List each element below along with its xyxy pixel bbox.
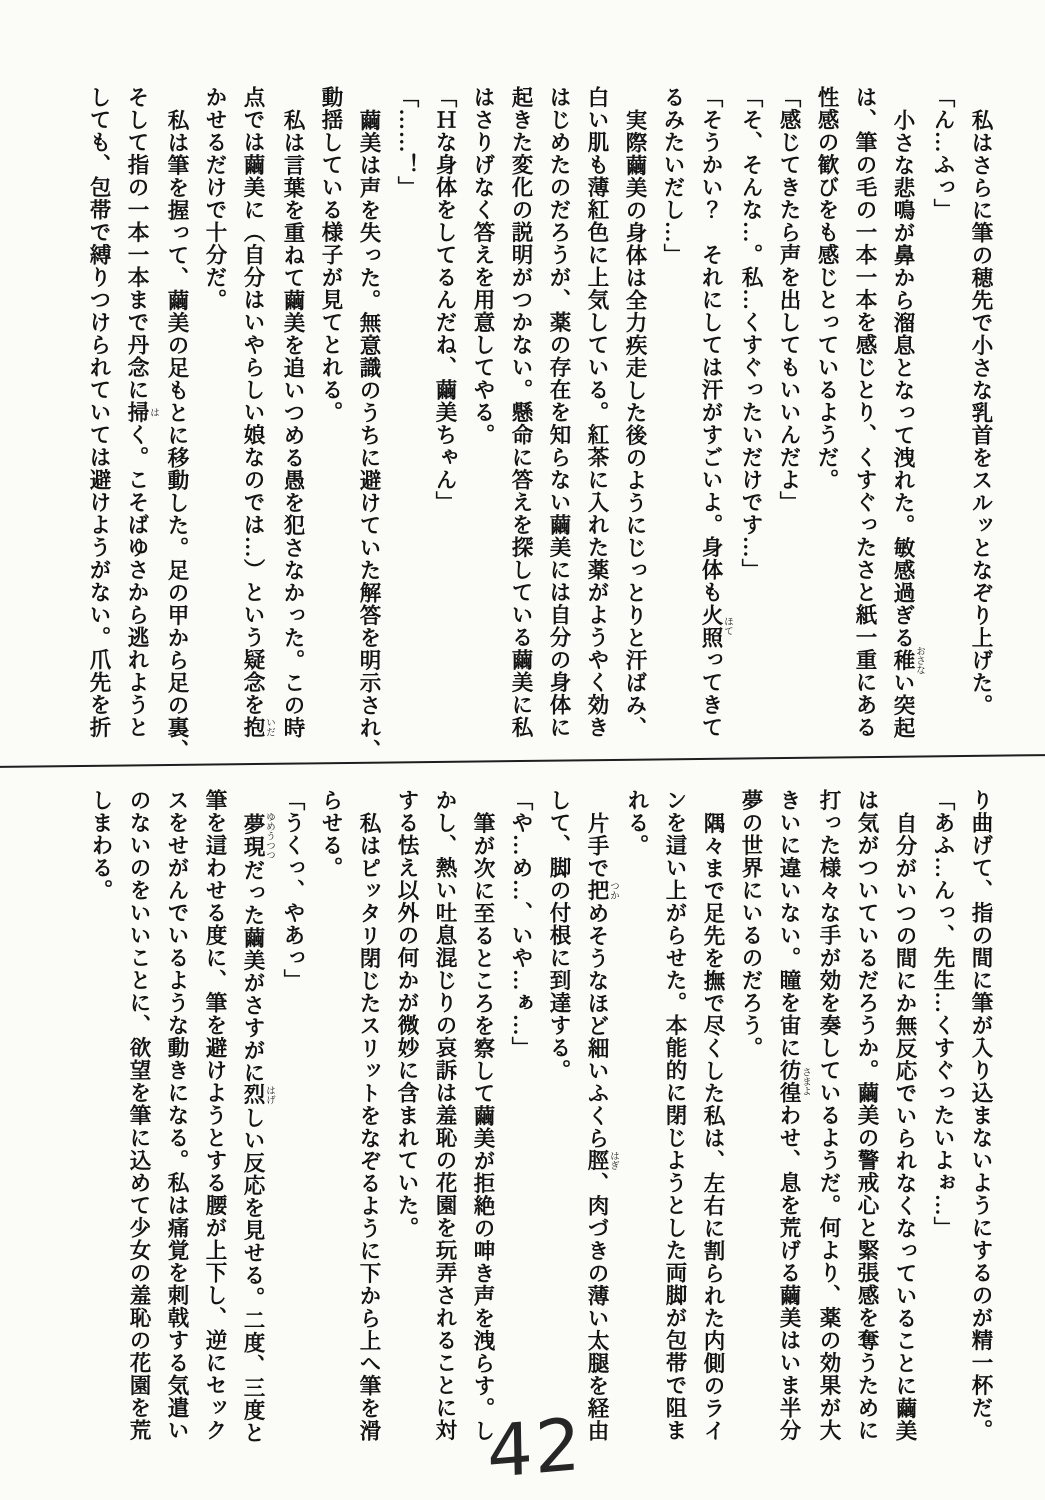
text-line: はじめたのだろうが、薬の存在を知らない繭美には自分の身体に: [547, 86, 571, 739]
furigana-annotated-word: 稚 おさな: [891, 645, 924, 674]
text-line: 動揺している様子が見てとれる。: [319, 86, 343, 424]
text-line: 小さな悲鳴が鼻から溜息となって洩れた。敏感過ぎる稚 おさない突起: [891, 108, 924, 739]
text-line: 「Ｈな身体をしてるんだね、繭美ちゃん」: [433, 86, 457, 514]
furigana-annotated-word: 烈 はげ: [241, 1083, 274, 1106]
furigana-annotated-word: 彷徨 さまよ: [777, 1059, 810, 1104]
text-line: 私は筆を握って、繭美の足もとに移動した。足の甲から足の裏、: [165, 108, 189, 761]
text-line: 「そうかい？ それにしては汗がすごいよ。身体も火照 ほてってきて: [699, 86, 732, 739]
furigana-annotated-word: 夢現 ゆめうつつ: [241, 811, 274, 859]
text-line: 私はピッタリ閉じたスリットをなぞるように下から上へ筆を滑: [357, 811, 381, 1442]
text-line: 夢の世界にいるのだろう。: [739, 789, 763, 1059]
furigana-annotated-word: 脛 はぎ: [585, 1149, 618, 1172]
text-line: して、脚の付根に到達する。: [547, 789, 571, 1082]
text-line: 点では繭美に（自分はいやらしい娘なのでは…）という疑念を抱 いだ: [241, 86, 274, 739]
text-line: 夢現 ゆめうつつだった繭美がさすがに烈 はげしい反応を見せる。二度、三度と: [241, 811, 274, 1444]
text-line: 打った様々な手が効を奏しているようだ。何より、薬の効果が大: [817, 789, 841, 1442]
text-line: 私は言葉を重ねて繭美を追いつめる愚を犯さなかった。この時: [281, 108, 305, 739]
text-line: 実際繭美の身体は全力疾走した後のようにじっとりと汗ばみ、: [623, 108, 647, 739]
text-line: スをせがんでいるような動きになる。私は痛覚を刺戟する気遣い: [165, 789, 189, 1442]
furigana-annotated-word: 火照 ほて: [699, 603, 732, 649]
page-number: 42: [486, 1401, 584, 1495]
divider-line: [0, 754, 1045, 768]
text-line: 「……！」: [395, 86, 419, 199]
text-line: 「感じてきたら声を出してもいいんだよ」: [777, 86, 801, 514]
text-line: 性感の歓びをも感じとっているようだ。: [815, 86, 839, 491]
text-line: きいに違いない。瞳を宙に彷徨 さまよわせ、息を荒げる繭美はいま半分: [777, 789, 810, 1442]
furigana-annotated-word: 把 つか: [585, 879, 618, 902]
text-line: そして指の一本一本まで丹念に掃 はく。こそばゆさから逃れようと: [125, 86, 158, 739]
text-line: 筆を這わせる度に、筆を避けようとする腰が上下し、逆にセック: [203, 789, 227, 1442]
text-line: かし、熱い吐息混じりの哀訴は羞恥の花園を玩弄されることに対: [433, 789, 457, 1442]
text-line: 自分がいつの間にか無反応でいられなくなっていることに繭美: [893, 811, 917, 1442]
text-line: する怯え以外の何かが微妙に含まれていた。: [395, 789, 419, 1239]
text-line: れる。: [625, 789, 649, 857]
text-line: 片手で把 つかめそうなほど細いふくら脛 はぎ、肉づきの薄い太腿を経由: [585, 811, 618, 1442]
text-line: ンを這い上がらせた。本能的に閉じようとした両脚が包帯で阻ま: [663, 789, 687, 1442]
text-line: 筆が次に至るところを察して繭美が拒絶の呻き声を洩らす。し: [471, 811, 495, 1442]
furigana-annotated-word: 掃 は: [125, 401, 158, 424]
text-line: 「うくっ、やあっ」: [281, 789, 305, 992]
text-line: は気がついているだろうか。繭美の警戒心と緊張感を奪うために: [855, 789, 879, 1442]
text-line: はさりげなく答えを用意してやる。: [471, 86, 495, 446]
text-line: しても、包帯で縛りつけられていては避けようがない。爪先を折: [87, 86, 111, 739]
text-line: 「ん…ふっ」: [931, 86, 955, 221]
text-line: 私はさらに筆の穂先で小さな乳首をスルッとなぞり上げた。: [969, 108, 993, 716]
text-line: は、筆の毛の一本一本を感じとり、くすぐったさと紙一重にある: [853, 86, 877, 739]
text-line: のないのをいいことに、欲望を筆に込めて少女の羞恥の花園を荒: [127, 789, 151, 1442]
furigana-annotated-word: 抱 いだ: [241, 716, 274, 739]
text-line: 「あふ…んっ、先生…くすぐったいよぉ…」: [931, 789, 955, 1239]
text-line: 隅々まで足先を撫で尽くした私は、左右に割られた内側のライ: [701, 811, 725, 1442]
text-line: かせるだけで十分だ。: [203, 86, 227, 311]
text-line: 「そ、そんな…。私…くすぐったいだけです…」: [739, 86, 763, 581]
text-line: 「や…め…、いや…ぁ…」: [509, 789, 533, 1059]
text-line: り曲げて、指の間に筆が入り込まないようにするのが精一杯だ。: [969, 789, 993, 1442]
text-block-bottom: [82, 789, 1000, 1459]
text-line: 繭美は声を失った。無意識のうちに避けていた解答を明示され、: [357, 108, 381, 761]
text-line: 起きた変化の説明がつかない。懸命に答えを探している繭美に私: [509, 86, 533, 739]
text-line: るみたいだし…」: [661, 86, 685, 266]
text-block-top: [80, 86, 1000, 761]
text-line: 白い肌も薄紅色に上気している。紅茶に入れた薬がようやく効き: [585, 86, 609, 739]
text-line: しまわる。: [89, 789, 113, 902]
text-line: らせる。: [319, 789, 343, 879]
